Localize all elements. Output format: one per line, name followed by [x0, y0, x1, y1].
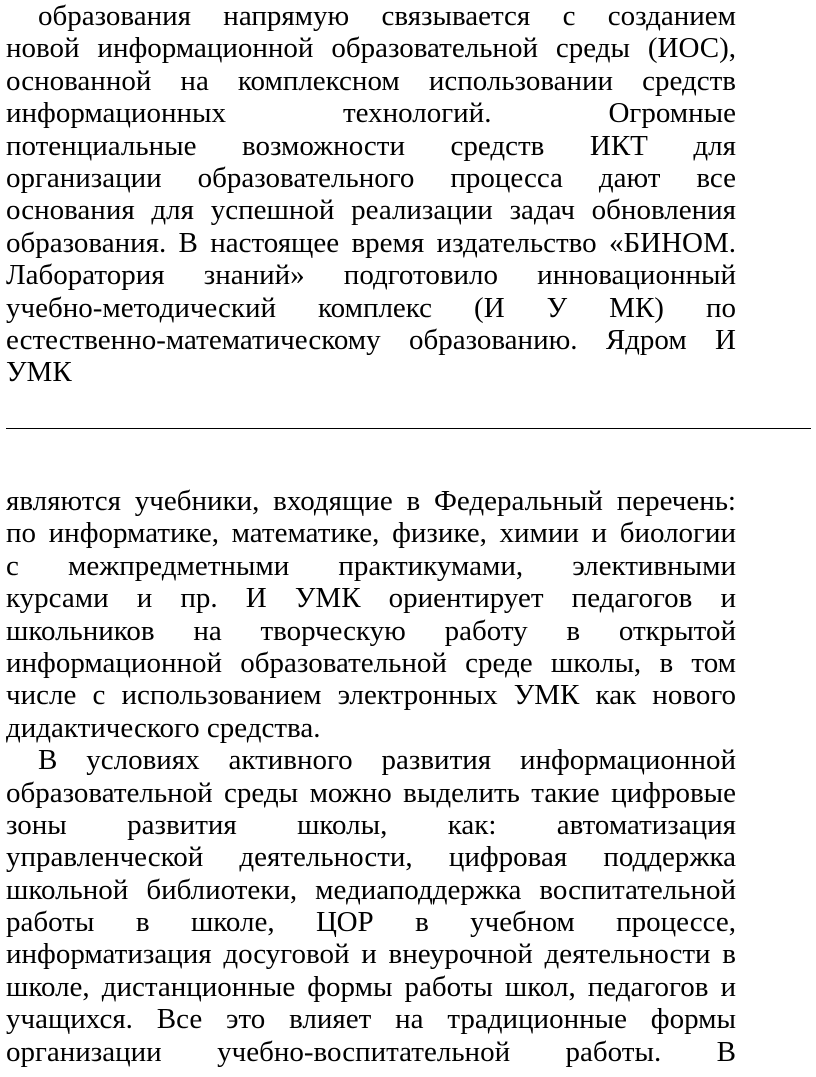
text-line: естественно-математическому образованию. Ядром И: [6, 323, 736, 356]
text-line: образования напрямую связывается с созданием: [38, 0, 736, 32]
text-line: информатизация досуговой и внеурочной деятельности в: [6, 938, 736, 971]
text-line: информационной образовательной среде школы, в том: [6, 646, 736, 679]
text-line: новой информационной образовательной среды (ИОС),: [6, 32, 736, 65]
text-line: образовательной среды можно выделить такие цифровые: [6, 776, 736, 809]
text-line: учащихся. Все это влияет на традиционные формы: [6, 1003, 736, 1036]
text-block-top: [6, 0, 736, 389]
text-line: организации образовательного процесса дают все: [6, 161, 736, 194]
text-line: дидактического средства.: [6, 711, 321, 744]
paragraph-start-line: В условиях активного развития информационной: [38, 744, 736, 777]
text-line: школьников на творческую работу в открытой: [6, 614, 736, 647]
text-line: УМК: [6, 356, 72, 389]
text-line: образования. В настоящее время издательство «БИНОМ.: [6, 226, 736, 259]
text-line: основания для успешной реализации задач обновления: [6, 194, 736, 227]
text-line: управленческой деятельности, цифровая поддержка: [6, 841, 736, 874]
text-line: по информатике, математике, физике, химии и биологии: [6, 517, 736, 550]
page-break-rule: [6, 428, 811, 429]
text-line: школьной библиотеки, медиаподдержка воспитательной: [6, 873, 736, 906]
text-line: курсами и пр. И УМК ориентирует педагогов и: [6, 582, 736, 615]
text-block-bottom: [6, 485, 736, 1068]
text-line: зоны развития школы, как: автоматизация: [6, 808, 736, 841]
text-line: информационных технологий. Огромные: [6, 97, 736, 130]
text-line: потенциальные возможности средств ИКТ для: [6, 129, 736, 162]
text-line: с межпредметными практикумами, элективными: [6, 549, 736, 582]
text-line: являются учебники, входящие в Федеральный перечень:: [6, 485, 736, 517]
text-line: работы в школе, ЦОР в учебном процессе,: [6, 906, 736, 939]
text-line: основанной на комплексном использовании средств: [6, 64, 736, 97]
text-line: учебно-методический комплекс (И У МК) по: [6, 291, 736, 324]
text-line: Лаборатория знаний» подготовило инновационный: [6, 259, 736, 292]
text-line: школе, дистанционные формы работы школ, педагогов и: [6, 970, 736, 1003]
text-line: организации учебно-воспитательной работы. В: [6, 1035, 736, 1068]
text-line: числе с использованием электронных УМК как нового: [6, 679, 736, 712]
